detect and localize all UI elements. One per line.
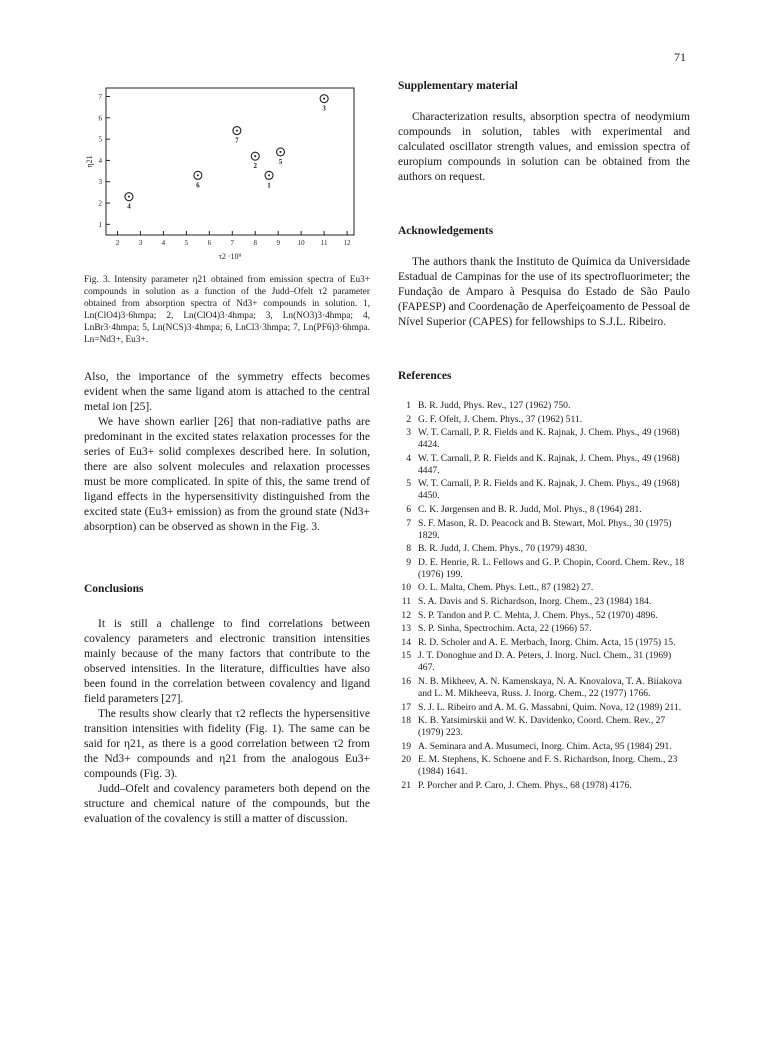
reference-number: 8 xyxy=(406,543,411,555)
reference-number: 9 xyxy=(406,556,411,568)
reference-item xyxy=(398,427,690,451)
y-tick-label: 2 xyxy=(98,199,102,208)
reference-text: A. Seminara and A. Musumeci, Inorg. Chim. Acta, 95 (1984) 291. xyxy=(418,740,672,752)
supplementary-text: Characterization results, absorption spectra of neodymium compounds in solution, tables with experimental and calculated oscillator strength values, and emission spectra of europium compounds in solution can be obtained from the authors on request. xyxy=(398,111,690,183)
reference-number: 14 xyxy=(401,636,411,648)
reference-text: S. P. Sinha, Spectrochim. Acta, 22 (1966) 57. xyxy=(418,623,592,635)
data-point-center xyxy=(128,196,130,198)
x-tick-label: 11 xyxy=(320,239,328,247)
x-tick-label: 4 xyxy=(161,239,166,247)
reference-number: 16 xyxy=(401,675,411,687)
page-number: 71 xyxy=(674,50,686,64)
x-tick-label: 5 xyxy=(184,239,189,247)
reference-item xyxy=(398,610,690,622)
point-label: 6 xyxy=(196,181,200,190)
left-paragraph-2: We have shown earlier [26] that non-radiative paths are predominant in the excited states relaxation processes for the series of Eu3+ solid complexes described here. In solution, there are also solvent molecules and relaxation processes must be more complicated. In spite of this, the same trend of ligand effects in the hypersensitivity distinguished from the excited state (Eu3+ emission) as from the ground state (Nd3+ absorption) can be observed as shown in the Fig. 3. xyxy=(84,416,370,533)
reference-item xyxy=(398,453,690,477)
reference-number: 15 xyxy=(401,650,411,662)
point-label: 7 xyxy=(235,136,239,145)
reference-text: D. E. Henrie, R. L. Fellows and G. P. Chopin, Coord. Chem. Rev., 18 (1976) 199. xyxy=(418,556,685,580)
point-label: 3 xyxy=(322,104,326,113)
x-tick-label: 12 xyxy=(343,239,351,247)
supplementary-heading: Supplementary material xyxy=(398,80,518,92)
reference-item xyxy=(398,754,690,778)
reference-number: 13 xyxy=(401,623,411,635)
x-tick-label: 10 xyxy=(297,239,305,247)
point-label: 2 xyxy=(253,162,258,171)
reference-text: G. F. Ofelt, J. Chem. Phys., 37 (1962) 511. xyxy=(418,413,583,425)
data-point-center xyxy=(323,98,325,100)
reference-number: 18 xyxy=(401,715,411,727)
y-tick-label: 6 xyxy=(98,114,102,123)
x-tick-label: 3 xyxy=(138,239,143,247)
reference-text: K. B. Yatsimirskii and W. K. Davidenko, Coord. Chem. Rev., 27 (1979) 223. xyxy=(418,715,666,739)
acknowledgements-heading: Acknowledgements xyxy=(398,225,494,237)
reference-item xyxy=(398,650,690,674)
conclusions-paragraph-3: Judd–Ofelt and covalency parameters both depend on the structure and chemical nature of the compounds, but the evaluation of the covalency is still a matter of discussion. xyxy=(84,783,370,825)
reference-item xyxy=(398,676,690,700)
reference-item xyxy=(398,543,690,555)
reference-number: 12 xyxy=(401,609,411,621)
reference-text: S. A. Davis and S. Richardson, Inorg. Chem., 23 (1984) 184. xyxy=(418,595,652,607)
references-list xyxy=(398,400,690,792)
reference-text: S. J. L. Ribeiro and A. M. G. Massabni, Quim. Nova, 12 (1989) 211. xyxy=(418,701,682,713)
reference-text: O. L. Malta, Chem. Phys. Lett., 87 (1982) 27. xyxy=(418,582,594,594)
reference-item xyxy=(398,637,690,649)
reference-item xyxy=(398,478,690,502)
reference-number: 19 xyxy=(401,740,411,752)
point-label: 1 xyxy=(267,181,271,190)
reference-item xyxy=(398,557,690,581)
data-point-center xyxy=(254,155,256,157)
reference-number: 6 xyxy=(406,503,411,515)
reference-item xyxy=(398,623,690,635)
reference-item xyxy=(398,400,690,412)
reference-number: 5 xyxy=(406,478,411,490)
reference-text: B. R. Judd, J. Chem. Phys., 70 (1979) 4830. xyxy=(418,543,587,555)
x-tick-label: 6 xyxy=(207,239,212,247)
point-label: 5 xyxy=(278,157,283,166)
conclusions-paragraph-2: The results show clearly that τ2 reflects the hypersensitive transition intensities with fidelity (Fig. 1). The same can be said for η21, as there is a good correlation between τ2 from the Nd3+ compounds and η21 from the analogous Eu3+ compounds (Fig. 3). xyxy=(84,708,370,780)
reference-text: C. K. Jørgensen and B. R. Judd, Mol. Phys., 8 (1964) 281. xyxy=(418,503,642,515)
conclusions-heading: Conclusions xyxy=(84,583,144,595)
data-point-center xyxy=(236,130,238,132)
reference-number: 11 xyxy=(401,595,411,607)
reference-item xyxy=(398,702,690,714)
reference-number: 20 xyxy=(401,754,411,766)
y-tick-label: 1 xyxy=(98,220,102,229)
reference-item xyxy=(398,582,690,594)
acknowledgements-text: The authors thank the Instituto de Química da Universidade Estadual de Campinas for the use of its spectrofluorimeter; the Fundação de Amparo à Pesquisa do Estado de São Paulo (FAPESP) and Coordenação de Aperfeiçoamento de Pessoal de Nível Superior (CAPES) for fellowships to S.J.L. Ribeiro. xyxy=(398,256,690,328)
point-label: 4 xyxy=(127,202,131,211)
reference-text: B. R. Judd, Phys. Rev., 127 (1962) 750. xyxy=(418,400,571,411)
reference-text: E. M. Stephens, K. Schoene and F. S. Richardson, Inorg. Chem., 23 (1984) 1641. xyxy=(418,754,678,778)
reference-number: 7 xyxy=(406,517,411,529)
reference-number: 3 xyxy=(406,427,411,439)
reference-text: W. T. Carnall, P. R. Fields and K. Rajnak, J. Chem. Phys., 49 (1968) 4447. xyxy=(418,452,680,476)
plot-frame xyxy=(106,88,354,235)
right-column xyxy=(398,80,690,793)
reference-number: 17 xyxy=(401,701,411,713)
reference-item xyxy=(398,596,690,608)
reference-number: 2 xyxy=(406,413,411,425)
reference-item xyxy=(398,504,690,516)
x-tick-label: 7 xyxy=(230,239,235,247)
reference-number: 21 xyxy=(401,779,411,791)
reference-text: J. T. Donoghue and D. A. Peters, J. Inorg. Nucl. Chem., 31 (1969) 467. xyxy=(418,650,672,674)
x-tick-label: 8 xyxy=(253,239,258,247)
x-tick-label: 2 xyxy=(115,239,120,247)
reference-text: R. D. Scholer and A. E. Merbach, Inorg. Chim. Acta, 15 (1975) 15. xyxy=(418,636,676,648)
reference-number: 10 xyxy=(401,582,411,594)
reference-item xyxy=(398,518,690,542)
y-axis-label: η21 xyxy=(85,155,94,168)
reference-text: P. Porcher and P. Caro, J. Chem. Phys., 68 (1978) 4176. xyxy=(418,779,632,791)
reference-text: W. T. Carnall, P. R. Fields and K. Rajnak, J. Chem. Phys., 49 (1968) 4450. xyxy=(418,478,680,502)
left-column xyxy=(84,80,370,827)
reference-text: S. F. Mason, R. D. Peacock and B. Stewart, Mol. Phys., 30 (1975) 1829. xyxy=(418,517,672,541)
reference-text: S. P. Tandon and P. C. Mehta, J. Chem. Phys., 52 (1970) 4896. xyxy=(418,609,658,621)
reference-item xyxy=(398,715,690,739)
y-tick-label: 3 xyxy=(98,178,102,187)
y-tick-label: 4 xyxy=(98,156,102,165)
figure-caption: Fig. 3. Intensity parameter η21 obtained from emission spectra of Eu3+ compounds in solution as a function of the Judd–Ofelt τ2 parameter obtained from absorption spectra of Nd3+ compounds in solution. 1, Ln(ClO4)3·6hmpa; 2, Ln(ClO4)3·4hmpa; 3, Ln(NO3)3·4hmpa; 4, LnBr3·4hmpa; 5, Ln(NCS)3·4hmpa; 6, LnCl3·3hmpa; 7, Ln(PF6)3·6hmpa. Ln=Nd3+, Eu3+. xyxy=(84,275,370,345)
reference-number: 1 xyxy=(406,400,411,411)
y-tick-label: 7 xyxy=(98,93,102,102)
reference-item xyxy=(398,741,690,753)
data-point-center xyxy=(280,151,282,153)
scatter-chart xyxy=(84,80,370,270)
data-point-center xyxy=(268,174,270,176)
reference-text: W. T. Carnall, P. R. Fields and K. Rajnak, J. Chem. Phys., 49 (1968) 4424. xyxy=(418,427,680,451)
y-tick-label: 5 xyxy=(98,135,102,144)
reference-number: 4 xyxy=(406,452,411,464)
left-paragraph-1: Also, the importance of the symmetry effects becomes evident when the same ligand atom is attached to the central metal ion [25]. xyxy=(84,371,370,413)
reference-item xyxy=(398,780,690,792)
x-axis-label: τ2 ·10⁹ xyxy=(218,252,242,261)
reference-text: N. B. Mikheev, A. N. Kamenskaya, N. A. Knovalova, T. A. Biiakova and L. M. Mikheeva, Russ. J. Inorg. Chem., 22 (1977) 1766. xyxy=(418,675,682,699)
data-point-center xyxy=(197,174,199,176)
x-tick-label: 9 xyxy=(276,239,280,247)
reference-item xyxy=(398,414,690,426)
conclusions-paragraph-1: It is still a challenge to find correlations between covalency parameters and electronic transition intensities mainly because of the many factors that contribute to the observed intensities. In the literature, difficulties have also been found in the correlation between covalency and ligand field parameters [27]. xyxy=(84,618,370,705)
references-heading: References xyxy=(398,370,452,382)
